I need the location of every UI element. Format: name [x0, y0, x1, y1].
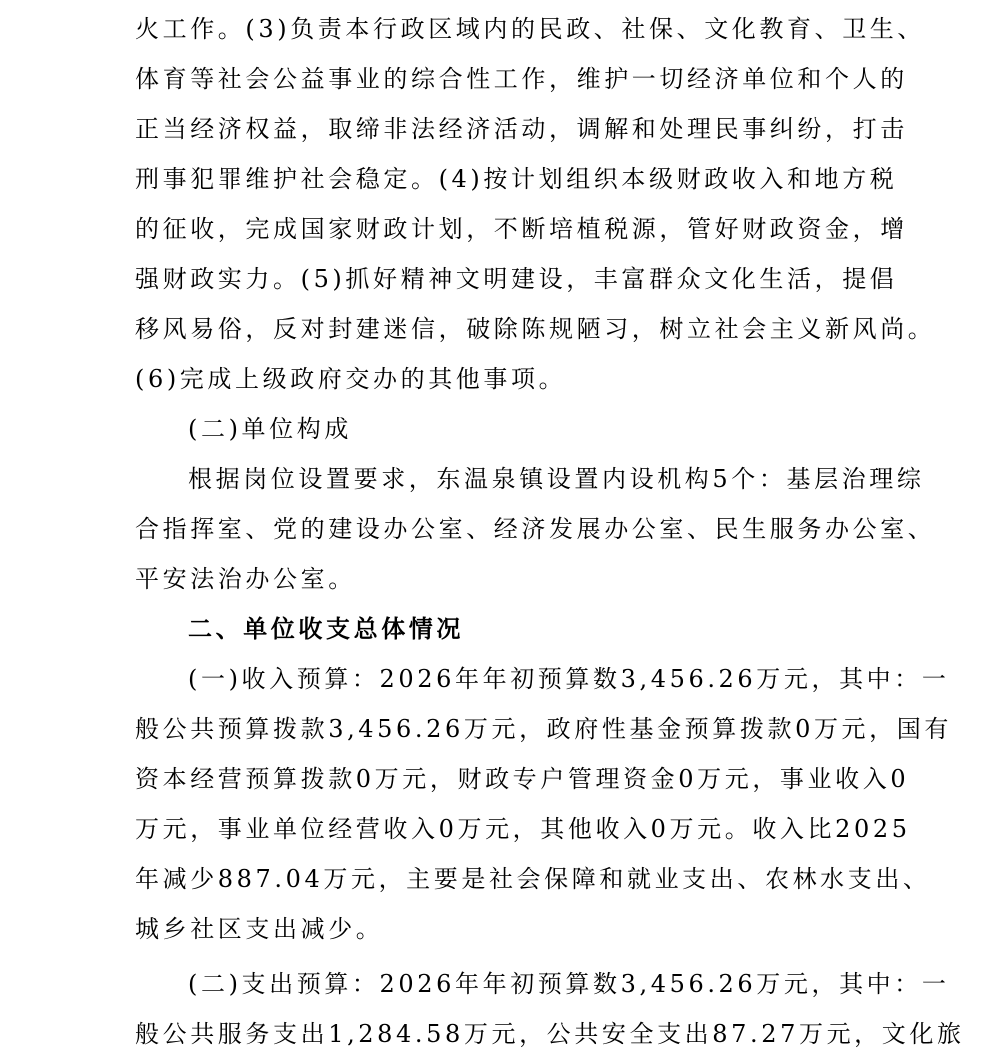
- section-heading: 二、单位收支总体情况: [188, 614, 464, 643]
- body-line: 平安法治办公室。: [135, 565, 356, 593]
- body-line: 体育等社会公益事业的综合性工作，维护一切经济单位和个人的: [135, 65, 908, 93]
- subheading-unit-composition: (二)单位构成: [188, 415, 352, 443]
- body-line: 城乡社区支出减少。: [135, 915, 384, 943]
- body-line: 刑事犯罪维护社会稳定。(4)按计划组织本级财政收入和地方税: [135, 165, 898, 193]
- body-line: 万元，事业单位经营收入0万元，其他收入0万元。收入比2025: [135, 815, 911, 843]
- body-line: (6)完成上级政府交办的其他事项。: [135, 365, 567, 393]
- body-line: 的征收，完成国家财政计划，不断培植税源，管好财政资金，增: [135, 215, 908, 243]
- income-budget-text: 2026年年初预算数3,456.26万元，其中：一: [379, 665, 950, 693]
- body-line: 强财政实力。(5)抓好精神文明建设，丰富群众文化生活，提倡: [135, 265, 898, 293]
- body-line: 年减少887.04万元，主要是社会保障和就业支出、农林水支出、: [135, 865, 931, 893]
- body-line: 火工作。(3)负责本行政区域内的民政、社保、文化教育、卫生、: [135, 15, 925, 43]
- body-line: 正当经济权益，取缔非法经济活动，调解和处理民事纠纷，打击: [135, 115, 908, 143]
- body-line: 合指挥室、党的建设办公室、经济发展办公室、民生服务办公室、: [135, 515, 936, 543]
- body-line: 资本经营预算拨款0万元，财政专户管理资金0万元，事业收入0: [135, 765, 910, 793]
- expense-budget-label: (二)支出预算：: [188, 970, 380, 998]
- income-budget-label: (一)收入预算：: [188, 665, 380, 693]
- expense-budget-line: [188, 969, 949, 999]
- body-line: 根据岗位设置要求，东温泉镇设置内设机构5个：基层治理综: [188, 465, 925, 493]
- income-budget-line: [188, 664, 949, 694]
- body-line: 移风易俗，反对封建迷信，破除陈规陋习，树立社会主义新风尚。: [135, 315, 936, 343]
- expense-budget-text: 2026年年初预算数3,456.26万元，其中：一: [379, 970, 950, 998]
- body-line: 般公共预算拨款3,456.26万元，政府性基金预算拨款0万元，国有: [135, 715, 952, 743]
- body-line: 般公共服务支出1,284.58万元，公共安全支出87.27万元，文化旅: [135, 1020, 965, 1048]
